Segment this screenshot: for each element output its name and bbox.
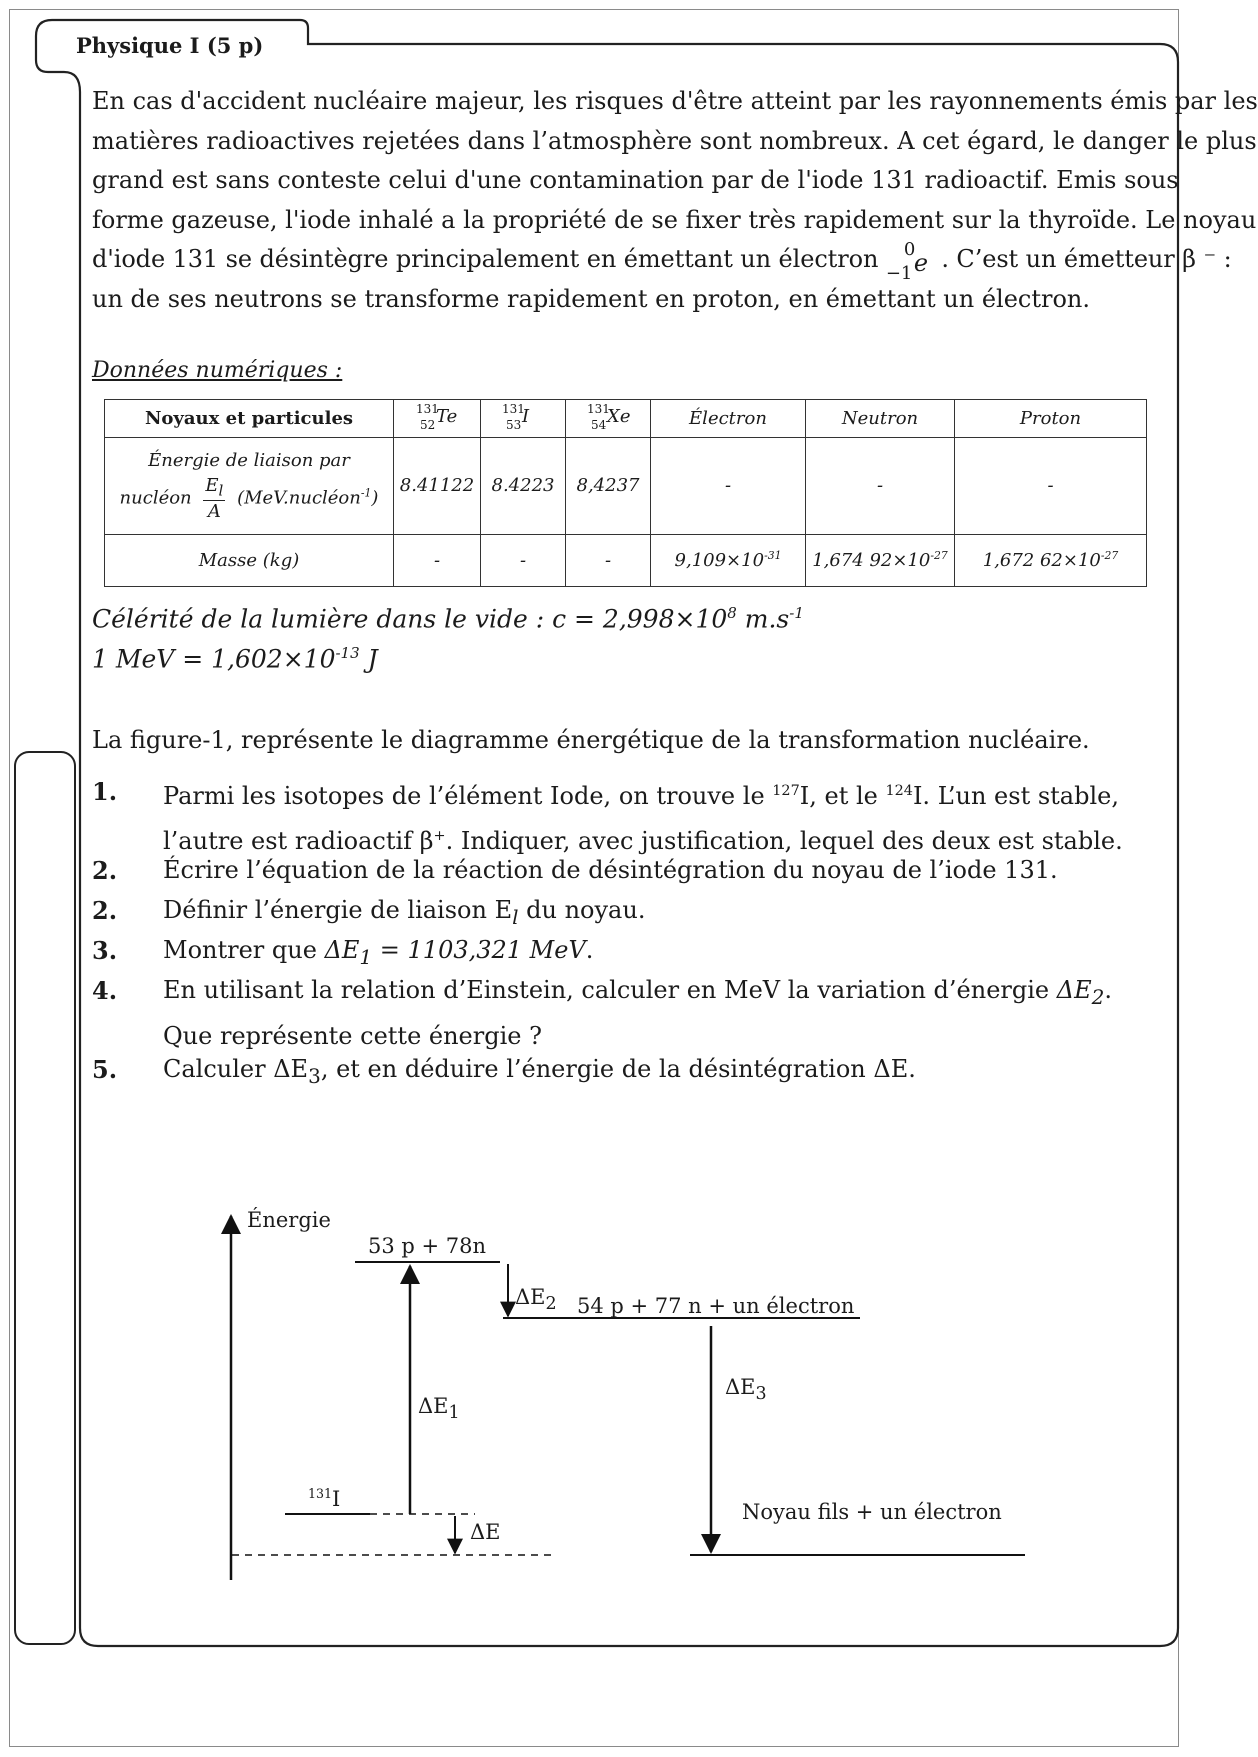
question-number: 2. bbox=[92, 856, 118, 885]
table-cell: - bbox=[394, 534, 481, 586]
level-top-label: 53 p + 78n bbox=[368, 1234, 487, 1258]
question-number: 3. bbox=[92, 936, 118, 965]
intro-line: grand est sans conteste celui d'une contamination par de l'iode 131 radioactif. Emis sous bbox=[92, 166, 1179, 194]
level-final-label: Noyau fils + un électron bbox=[742, 1500, 1002, 1524]
table-cell: 8.4223 bbox=[481, 438, 566, 535]
energy-fraction: $\frac{E_l}{A}$ bbox=[205, 475, 224, 522]
table-cell: $9,109\times 10^{-31}$ bbox=[651, 534, 806, 586]
question-item: 3. Montrer que $\Delta E_1 = 1103,321$ MeV. bbox=[92, 931, 1158, 977]
data-title: Données numériques : bbox=[92, 358, 343, 383]
table-cell: - bbox=[955, 438, 1147, 535]
intro-line: forme gazeuse, l'iode inhalé a la propriété de se fixer très rapidement sur la thyroïde. Le noyau bbox=[92, 205, 1257, 234]
axis-label: Énergie bbox=[247, 1208, 331, 1232]
intro-line: matières radioactives rejetées dans l’atmosphère sont nombreux. A cet égard, le danger le plus bbox=[92, 126, 1257, 155]
intro-text: . C’est un émetteur β ⁻ : bbox=[941, 245, 1232, 273]
table-header-cell: Proton bbox=[955, 400, 1147, 438]
isotope-te: 131 52 Te bbox=[416, 401, 458, 432]
energy-label-line: nucléon $\frac{E_l}{A}$ (MeV.nucléon$^{-1}$) bbox=[119, 475, 379, 522]
question-item: 2. Définir l’énergie de liaison $E_l$ du noyau. bbox=[92, 891, 1158, 937]
intro-text: d'iode 131 se désintègre principalement en émettant un électron bbox=[92, 245, 879, 273]
de3-label: $\Delta E_3$ bbox=[725, 1375, 767, 1405]
table-cell: - bbox=[481, 534, 566, 586]
figure-intro: La figure-1, représente le diagramme énergétique de la transformation nucléaire. bbox=[92, 726, 1090, 754]
de-label: ΔE bbox=[470, 1520, 501, 1544]
table-header-cell: Noyaux et particules bbox=[105, 400, 394, 438]
de1-label: $\Delta E_1$ bbox=[418, 1394, 460, 1424]
table-cell: 8.41122 bbox=[394, 438, 481, 535]
question-number: 1. bbox=[92, 777, 118, 806]
intro-line: un de ses neutrons se transforme rapidement en proton, en émettant un électron. bbox=[92, 284, 1090, 313]
table-header-cell: Électron bbox=[651, 400, 806, 438]
table-cell: Masse (kg) bbox=[105, 534, 394, 586]
isotope-xe: 131 54 Xe bbox=[587, 401, 631, 432]
light-speed-constant: Célérité de la lumière dans le vide : $c = 2,998\times 10^8$ $m.s^{-1}$ bbox=[92, 604, 804, 634]
mev-conversion: 1 MeV = $1,602\times 10^{-13}$ J bbox=[92, 644, 378, 674]
table-header-cell: Neutron bbox=[806, 400, 955, 438]
isotope-i: 131 53 I bbox=[502, 401, 530, 432]
question-number: 2. bbox=[92, 896, 118, 925]
section-title: Physique I (5 p) bbox=[76, 33, 264, 58]
energy-label-line: Énergie de liaison par bbox=[148, 450, 350, 472]
electron-mass-number: 0 bbox=[903, 238, 916, 260]
electron-charge-number: −1 bbox=[885, 262, 913, 284]
question-number: 5. bbox=[92, 1055, 118, 1084]
question-item: 1. Parmi les isotopes de l’élément Iode, on trouve le $^{127}$I, et le $^{124}$I. L’un est stable, l’autre est radioactif β+. Indiquer, avec justification, lequel des deux est stable. bbox=[92, 772, 1158, 861]
table-cell: 1,672 $62\times 10^{-27}$ bbox=[955, 534, 1147, 586]
de2-label: $\Delta E_2$ bbox=[515, 1285, 557, 1315]
question-item: 5. Calculer $\Delta E_3$, et en déduire l’énergie de la désintégration ΔE. bbox=[92, 1050, 1158, 1096]
electron-symbol: e bbox=[913, 248, 928, 277]
table-cell: - bbox=[806, 438, 955, 535]
question-item: 2. Écrire l’équation de la réaction de désintégration du noyau de l’iode 131. bbox=[92, 851, 1158, 891]
question-item: 4. En utilisant la relation d’Einstein, calculer en MeV la variation d’énergie $\Delta E_2$. Que représente cette énergie ? bbox=[92, 971, 1158, 1057]
table-cell: - bbox=[566, 534, 651, 586]
question-number: 4. bbox=[92, 976, 118, 1005]
table-cell: - bbox=[651, 438, 806, 535]
table-cell: 8,4237 bbox=[566, 438, 651, 535]
table-cell: 1,674 $92\times 10^{-27}$ bbox=[806, 534, 955, 586]
level-mid-label: 54 p + 77 n + un électron bbox=[577, 1294, 855, 1318]
level-iodine-label: $^{131}$I bbox=[308, 1486, 341, 1511]
intro-line: En cas d'accident nucléaire majeur, les risques d'être atteint par les rayonnements émis par les bbox=[92, 87, 1258, 115]
